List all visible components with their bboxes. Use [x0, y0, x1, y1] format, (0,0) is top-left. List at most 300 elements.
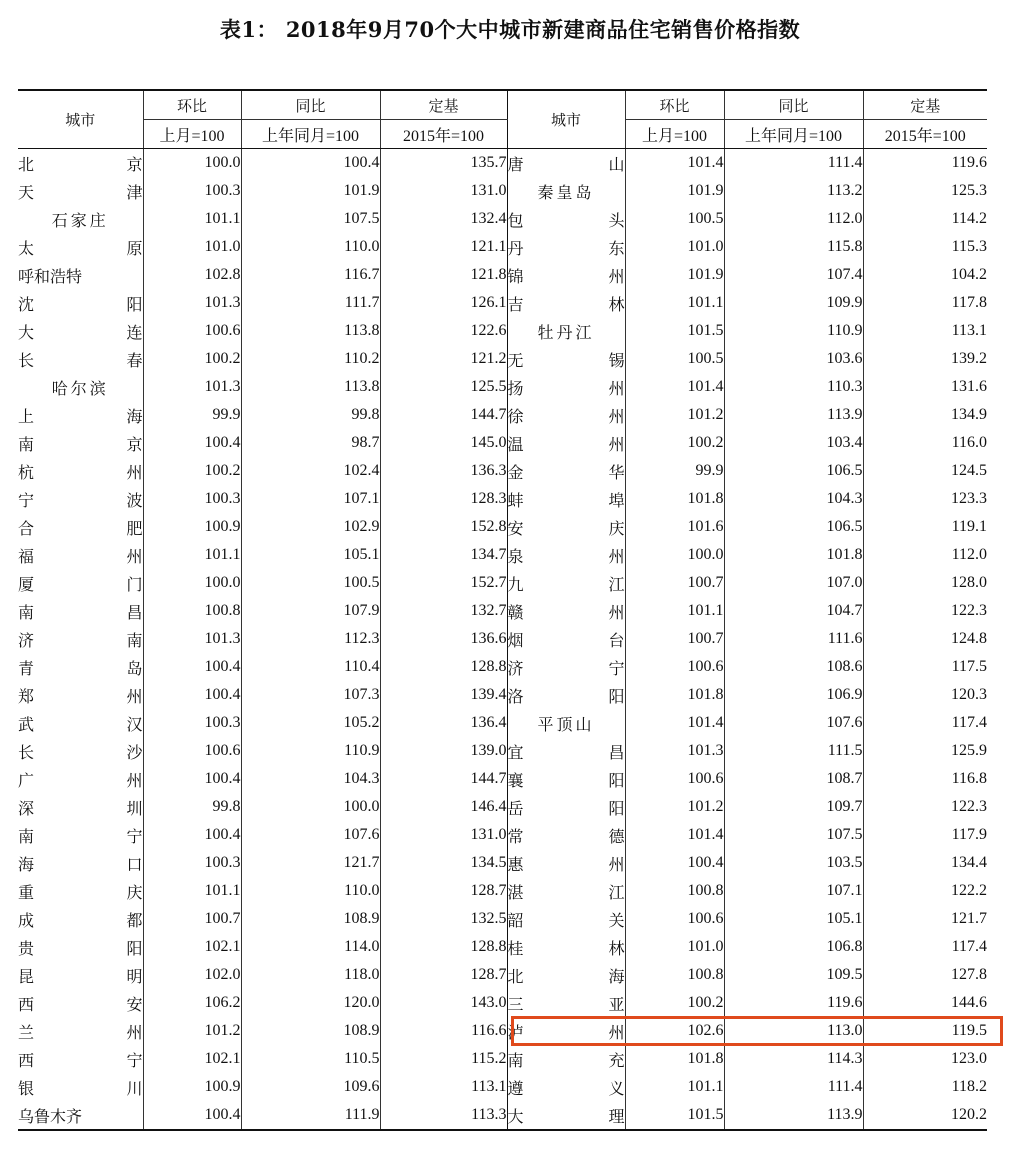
yoy-value-right: 111.4	[724, 149, 863, 178]
city-name: 青 岛	[18, 658, 143, 678]
mom-value-left: 106.2	[143, 989, 241, 1017]
fixed-value-right: 127.8	[951, 966, 987, 983]
fixed-value-left: 152.7	[380, 569, 507, 597]
fixed-value-left: 144.7	[380, 765, 507, 793]
city-cell-right	[507, 541, 625, 569]
yoy-value-left: 102.4	[241, 457, 380, 485]
mom-value-left: 100.4	[143, 765, 241, 793]
city-cell-right	[507, 653, 625, 681]
yoy-value-right: 113.9	[724, 1101, 863, 1130]
city-name: 上 海	[18, 406, 143, 426]
city-cell-right	[507, 737, 625, 765]
city-cell-right	[507, 681, 625, 709]
city-cell-left	[18, 569, 143, 597]
city-name: 大 理	[507, 1106, 625, 1126]
city-name: 韶 关	[507, 910, 625, 930]
fixed-value-right: 117.9	[951, 826, 987, 843]
mom-value-right: 101.8	[625, 485, 724, 513]
city-name: 襄 阳	[507, 770, 625, 790]
mom-value-right: 101.1	[625, 1073, 724, 1101]
mom-value-left: 102.1	[143, 1045, 241, 1073]
city-cell-left	[18, 317, 143, 345]
city-name: 重 庆	[18, 882, 143, 902]
city-name: 石家庄	[51, 210, 109, 230]
yoy-value-right: 106.9	[724, 681, 863, 709]
mom-value-right: 101.9	[625, 177, 724, 205]
yoy-value-left: 110.2	[241, 345, 380, 373]
fixed-value-left: 121.2	[380, 345, 507, 373]
city-cell-left	[18, 541, 143, 569]
city-name: 唐 山	[507, 154, 625, 174]
yoy-value-right: 103.6	[724, 345, 863, 373]
fixed-value-left: 128.8	[380, 653, 507, 681]
mom-value-left: 101.3	[143, 289, 241, 317]
fixed-value-right: 118.2	[951, 1078, 987, 1095]
city-cell-right	[507, 765, 625, 793]
fixed-value-left: 122.6	[380, 317, 507, 345]
header-mom-base-right: 上月=100	[625, 120, 724, 149]
price-index-table	[18, 89, 987, 1131]
mom-value-left: 102.8	[143, 261, 241, 289]
yoy-value-right: 106.5	[724, 457, 863, 485]
fixed-value-left: 128.7	[380, 961, 507, 989]
table-row	[18, 233, 987, 261]
fixed-value-left: 132.5	[380, 905, 507, 933]
yoy-value-left: 114.0	[241, 933, 380, 961]
city-name: 常 德	[507, 826, 625, 846]
table-row	[18, 261, 987, 289]
table-row	[18, 541, 987, 569]
mom-value-right: 101.3	[625, 737, 724, 765]
fixed-value-left: 125.5	[380, 373, 507, 401]
fixed-value-right: 139.2	[951, 350, 987, 367]
fixed-value-right: 117.4	[951, 714, 987, 731]
city-cell-right	[507, 457, 625, 485]
city-cell-right	[507, 793, 625, 821]
fixed-value-left: 121.8	[380, 261, 507, 289]
city-cell-left	[18, 261, 143, 289]
yoy-value-left: 107.1	[241, 485, 380, 513]
mom-value-right: 100.6	[625, 905, 724, 933]
city-cell-left	[18, 149, 143, 178]
yoy-value-left: 99.8	[241, 401, 380, 429]
city-name: 武 汉	[18, 714, 143, 734]
yoy-value-left: 121.7	[241, 849, 380, 877]
table-row	[18, 933, 987, 961]
mom-value-right: 101.2	[625, 793, 724, 821]
fixed-value-left: 131.0	[380, 177, 507, 205]
city-cell-left	[18, 1073, 143, 1101]
fixed-value-right: 123.3	[951, 490, 987, 507]
city-cell-right	[507, 149, 625, 178]
mom-value-left: 100.4	[143, 1101, 241, 1130]
fixed-value-left: 139.0	[380, 737, 507, 765]
fixed-value-left: 113.1	[380, 1073, 507, 1101]
fixed-value-right: 117.5	[951, 658, 987, 675]
mom-value-left: 100.4	[143, 821, 241, 849]
table-row	[18, 289, 987, 317]
fixed-value-left: 145.0	[380, 429, 507, 457]
city-cell-left	[18, 793, 143, 821]
fixed-value-right: 114.2	[951, 210, 987, 227]
city-name: 呼和浩特	[18, 266, 83, 286]
table-row	[18, 737, 987, 765]
yoy-value-right: 107.4	[724, 261, 863, 289]
yoy-value-right: 105.1	[724, 905, 863, 933]
yoy-value-left: 111.7	[241, 289, 380, 317]
header-fixed-base-right: 2015年=100	[863, 120, 987, 149]
city-name: 平顶山	[537, 714, 595, 734]
yoy-value-right: 108.7	[724, 765, 863, 793]
city-name: 洛 阳	[507, 686, 625, 706]
mom-value-left: 101.1	[143, 877, 241, 905]
yoy-value-right: 103.4	[724, 429, 863, 457]
fixed-value-right: 112.0	[951, 546, 987, 563]
fixed-value-left: 132.7	[380, 597, 507, 625]
table-row	[18, 625, 987, 653]
city-name: 北 海	[507, 966, 625, 986]
city-name: 哈尔滨	[51, 378, 109, 398]
city-name: 安 庆	[507, 518, 625, 538]
mom-value-right: 101.0	[625, 233, 724, 261]
table-row	[18, 765, 987, 793]
yoy-value-left: 100.4	[241, 149, 380, 178]
fixed-value-right: 124.8	[951, 630, 987, 647]
city-cell-right	[507, 961, 625, 989]
city-name: 厦 门	[18, 574, 143, 594]
city-name: 包 头	[507, 210, 625, 230]
mom-value-right: 101.8	[625, 1045, 724, 1073]
yoy-value-left: 107.9	[241, 597, 380, 625]
mom-value-left: 100.3	[143, 849, 241, 877]
city-cell-right	[507, 233, 625, 261]
city-cell-right	[507, 1045, 625, 1073]
table-row	[18, 205, 987, 233]
yoy-value-right: 110.3	[724, 373, 863, 401]
fixed-value-right: 123.0	[951, 1050, 987, 1067]
city-name: 深 圳	[18, 798, 143, 818]
yoy-value-right: 119.6	[724, 989, 863, 1017]
mom-value-left: 100.2	[143, 457, 241, 485]
fixed-value-right: 122.3	[951, 798, 987, 815]
yoy-value-left: 105.2	[241, 709, 380, 737]
fixed-value-left: 128.7	[380, 877, 507, 905]
city-cell-right	[507, 317, 625, 345]
city-cell-right	[507, 513, 625, 541]
header-mom-right: 环比	[625, 90, 724, 120]
header-mom-base-left: 上月=100	[143, 120, 241, 149]
yoy-value-right: 113.2	[724, 177, 863, 205]
city-name: 兰 州	[18, 1022, 143, 1042]
city-cell-left	[18, 513, 143, 541]
city-name: 南 宁	[18, 826, 143, 846]
yoy-value-right: 115.8	[724, 233, 863, 261]
fixed-value-left: 128.8	[380, 933, 507, 961]
city-name: 北 京	[18, 154, 143, 174]
yoy-value-right: 112.0	[724, 205, 863, 233]
city-cell-left	[18, 177, 143, 205]
yoy-value-left: 107.6	[241, 821, 380, 849]
yoy-value-right: 111.4	[724, 1073, 863, 1101]
table-row	[18, 177, 987, 205]
fixed-value-left: 131.0	[380, 821, 507, 849]
fixed-value-left: 134.7	[380, 541, 507, 569]
city-cell-left	[18, 485, 143, 513]
city-cell-left	[18, 289, 143, 317]
city-cell-left	[18, 345, 143, 373]
city-name: 昆 明	[18, 966, 143, 986]
fixed-value-left: 126.1	[380, 289, 507, 317]
table-row	[18, 513, 987, 541]
city-cell-right	[507, 205, 625, 233]
city-cell-right	[507, 989, 625, 1017]
yoy-value-right: 107.1	[724, 877, 863, 905]
mom-value-right: 102.6	[625, 1017, 724, 1045]
table-row	[18, 681, 987, 709]
table-row	[18, 485, 987, 513]
city-cell-left	[18, 933, 143, 961]
fixed-value-right: 122.3	[951, 602, 987, 619]
mom-value-left: 100.4	[143, 681, 241, 709]
city-cell-left	[18, 457, 143, 485]
city-name: 济 宁	[507, 658, 625, 678]
mom-value-right: 101.5	[625, 1101, 724, 1130]
fixed-value-left: 134.5	[380, 849, 507, 877]
city-name: 天 津	[18, 182, 143, 202]
city-name: 合 肥	[18, 518, 143, 538]
yoy-value-right: 106.5	[724, 513, 863, 541]
yoy-value-left: 113.8	[241, 317, 380, 345]
city-name: 无 锡	[507, 350, 625, 370]
fixed-value-right: 113.1	[951, 322, 987, 339]
fixed-value-right: 125.9	[951, 742, 987, 759]
yoy-value-left: 110.0	[241, 233, 380, 261]
city-cell-left	[18, 233, 143, 261]
mom-value-left: 101.3	[143, 373, 241, 401]
city-cell-right	[507, 905, 625, 933]
header-city-right: 城市	[507, 90, 625, 149]
city-name: 西 宁	[18, 1050, 143, 1070]
yoy-value-right: 107.5	[724, 821, 863, 849]
yoy-value-right: 103.5	[724, 849, 863, 877]
yoy-value-right: 111.5	[724, 737, 863, 765]
city-cell-left	[18, 373, 143, 401]
yoy-value-left: 111.9	[241, 1101, 380, 1130]
city-cell-left	[18, 1017, 143, 1045]
city-cell-right	[507, 289, 625, 317]
city-cell-right	[507, 849, 625, 877]
fixed-value-left: 121.1	[380, 233, 507, 261]
city-name: 海 口	[18, 854, 143, 874]
mom-value-right: 101.0	[625, 933, 724, 961]
mom-value-right: 100.4	[625, 849, 724, 877]
city-cell-right	[507, 429, 625, 457]
city-name: 大 连	[18, 322, 143, 342]
fixed-value-left: 146.4	[380, 793, 507, 821]
city-name: 烟 台	[507, 630, 625, 650]
mom-value-right: 100.2	[625, 989, 724, 1017]
yoy-value-left: 107.3	[241, 681, 380, 709]
city-name: 沈 阳	[18, 294, 143, 314]
table-row	[18, 961, 987, 989]
city-name: 宜 昌	[507, 742, 625, 762]
yoy-value-left: 110.9	[241, 737, 380, 765]
header-yoy-base-left: 上年同月=100	[241, 120, 380, 149]
city-cell-left	[18, 821, 143, 849]
mom-value-left: 100.3	[143, 177, 241, 205]
city-cell-right	[507, 597, 625, 625]
city-cell-left	[18, 709, 143, 737]
fixed-value-right: 120.2	[863, 1101, 987, 1130]
fixed-value-left: 128.3	[380, 485, 507, 513]
mom-value-left: 102.0	[143, 961, 241, 989]
city-name: 泸 州	[507, 1022, 625, 1042]
city-name: 徐 州	[507, 406, 625, 426]
table-row	[18, 989, 987, 1017]
header-yoy-base-right: 上年同月=100	[724, 120, 863, 149]
table-row	[18, 317, 987, 345]
fixed-value-left: 144.7	[380, 401, 507, 429]
mom-value-left: 102.1	[143, 933, 241, 961]
table-row	[18, 597, 987, 625]
city-name: 桂 林	[507, 938, 625, 958]
fixed-value-right: 134.4	[951, 854, 987, 871]
city-cell-left	[18, 989, 143, 1017]
yoy-value-left: 118.0	[241, 961, 380, 989]
table-row	[18, 457, 987, 485]
table-row	[18, 1101, 987, 1130]
mom-value-left: 99.8	[143, 793, 241, 821]
city-name: 长 春	[18, 350, 143, 370]
city-name: 三 亚	[507, 994, 625, 1014]
city-cell-left	[18, 905, 143, 933]
yoy-value-right: 107.0	[724, 569, 863, 597]
city-name: 吉 林	[507, 294, 625, 314]
table-row	[18, 569, 987, 597]
city-name: 济 南	[18, 630, 143, 650]
city-name: 湛 江	[507, 882, 625, 902]
mom-value-right: 100.7	[625, 625, 724, 653]
city-name: 成 都	[18, 910, 143, 930]
table-row	[18, 905, 987, 933]
header-city-left: 城市	[18, 90, 143, 149]
fixed-value-right: 131.6	[951, 378, 987, 395]
yoy-value-right: 113.0	[724, 1017, 863, 1045]
city-name: 九 江	[507, 574, 625, 594]
yoy-value-right: 109.9	[724, 289, 863, 317]
city-cell-right	[507, 485, 625, 513]
yoy-value-left: 109.6	[241, 1073, 380, 1101]
city-name: 扬 州	[507, 378, 625, 398]
city-cell-left	[18, 1045, 143, 1073]
city-name: 牡丹江	[537, 322, 595, 342]
yoy-value-right: 108.6	[724, 653, 863, 681]
mom-value-left: 100.0	[143, 149, 241, 178]
city-name: 岳 阳	[507, 798, 625, 818]
city-cell-left	[18, 737, 143, 765]
fixed-value-right: 134.9	[951, 406, 987, 423]
city-cell-left	[18, 681, 143, 709]
mom-value-left: 100.9	[143, 513, 241, 541]
yoy-value-left: 104.3	[241, 765, 380, 793]
city-name: 乌鲁木齐	[18, 1106, 83, 1126]
city-cell-left	[18, 877, 143, 905]
yoy-value-right: 109.7	[724, 793, 863, 821]
city-cell-left	[18, 205, 143, 233]
city-name: 丹 东	[507, 238, 625, 258]
fixed-value-right: 117.4	[951, 938, 987, 955]
mom-value-right: 101.1	[625, 597, 724, 625]
city-name: 泉 州	[507, 546, 625, 566]
city-name: 宁 波	[18, 490, 143, 510]
city-name: 杭 州	[18, 462, 143, 482]
fixed-value-right: 120.3	[951, 686, 987, 703]
table-row	[18, 821, 987, 849]
yoy-value-left: 120.0	[241, 989, 380, 1017]
city-cell-right	[507, 401, 625, 429]
yoy-value-left: 100.5	[241, 569, 380, 597]
city-cell-right	[507, 177, 625, 205]
table-row	[18, 373, 987, 401]
city-name: 广 州	[18, 770, 143, 790]
fixed-value-left: 113.3	[380, 1101, 507, 1130]
fixed-value-right: 125.3	[951, 182, 987, 199]
header-fixed-right: 定基	[863, 90, 987, 120]
fixed-value-right: 119.6	[951, 154, 987, 171]
fixed-value-left: 136.4	[380, 709, 507, 737]
mom-value-right: 101.5	[625, 317, 724, 345]
yoy-value-left: 113.8	[241, 373, 380, 401]
header-mom-left: 环比	[143, 90, 241, 120]
city-name: 南 昌	[18, 602, 143, 622]
city-cell-left	[18, 653, 143, 681]
fixed-value-right: 121.7	[951, 910, 987, 927]
yoy-value-left: 107.5	[241, 205, 380, 233]
city-cell-right	[507, 821, 625, 849]
yoy-value-left: 110.0	[241, 877, 380, 905]
city-cell-right	[507, 625, 625, 653]
city-name: 蚌 埠	[507, 490, 625, 510]
mom-value-right: 100.7	[625, 569, 724, 597]
city-name: 长 沙	[18, 742, 143, 762]
mom-value-right: 100.5	[625, 345, 724, 373]
yoy-value-left: 108.9	[241, 1017, 380, 1045]
city-cell-right	[507, 1101, 625, 1130]
city-cell-right	[507, 345, 625, 373]
mom-value-left: 101.1	[143, 541, 241, 569]
yoy-value-left: 98.7	[241, 429, 380, 457]
fixed-value-right: 117.8	[951, 294, 987, 311]
fixed-value-right: 128.0	[951, 574, 987, 591]
mom-value-left: 100.0	[143, 569, 241, 597]
fixed-value-right: 116.8	[951, 770, 987, 787]
fixed-value-right: 119.1	[951, 518, 987, 535]
table-body	[18, 149, 987, 1131]
header-fixed-left: 定基	[380, 90, 507, 120]
mom-value-right: 100.8	[625, 961, 724, 989]
city-cell-right	[507, 933, 625, 961]
city-name: 福 州	[18, 546, 143, 566]
table-row	[18, 1073, 987, 1101]
yoy-value-right: 107.6	[724, 709, 863, 737]
city-name: 惠 州	[507, 854, 625, 874]
table-title: 表1： 2018年9月70个大中城市新建商品住宅销售价格指数	[219, 17, 801, 42]
city-cell-right	[507, 1073, 625, 1101]
mom-value-left: 100.2	[143, 345, 241, 373]
mom-value-left: 101.0	[143, 233, 241, 261]
mom-value-right: 101.4	[625, 821, 724, 849]
mom-value-right: 101.8	[625, 681, 724, 709]
